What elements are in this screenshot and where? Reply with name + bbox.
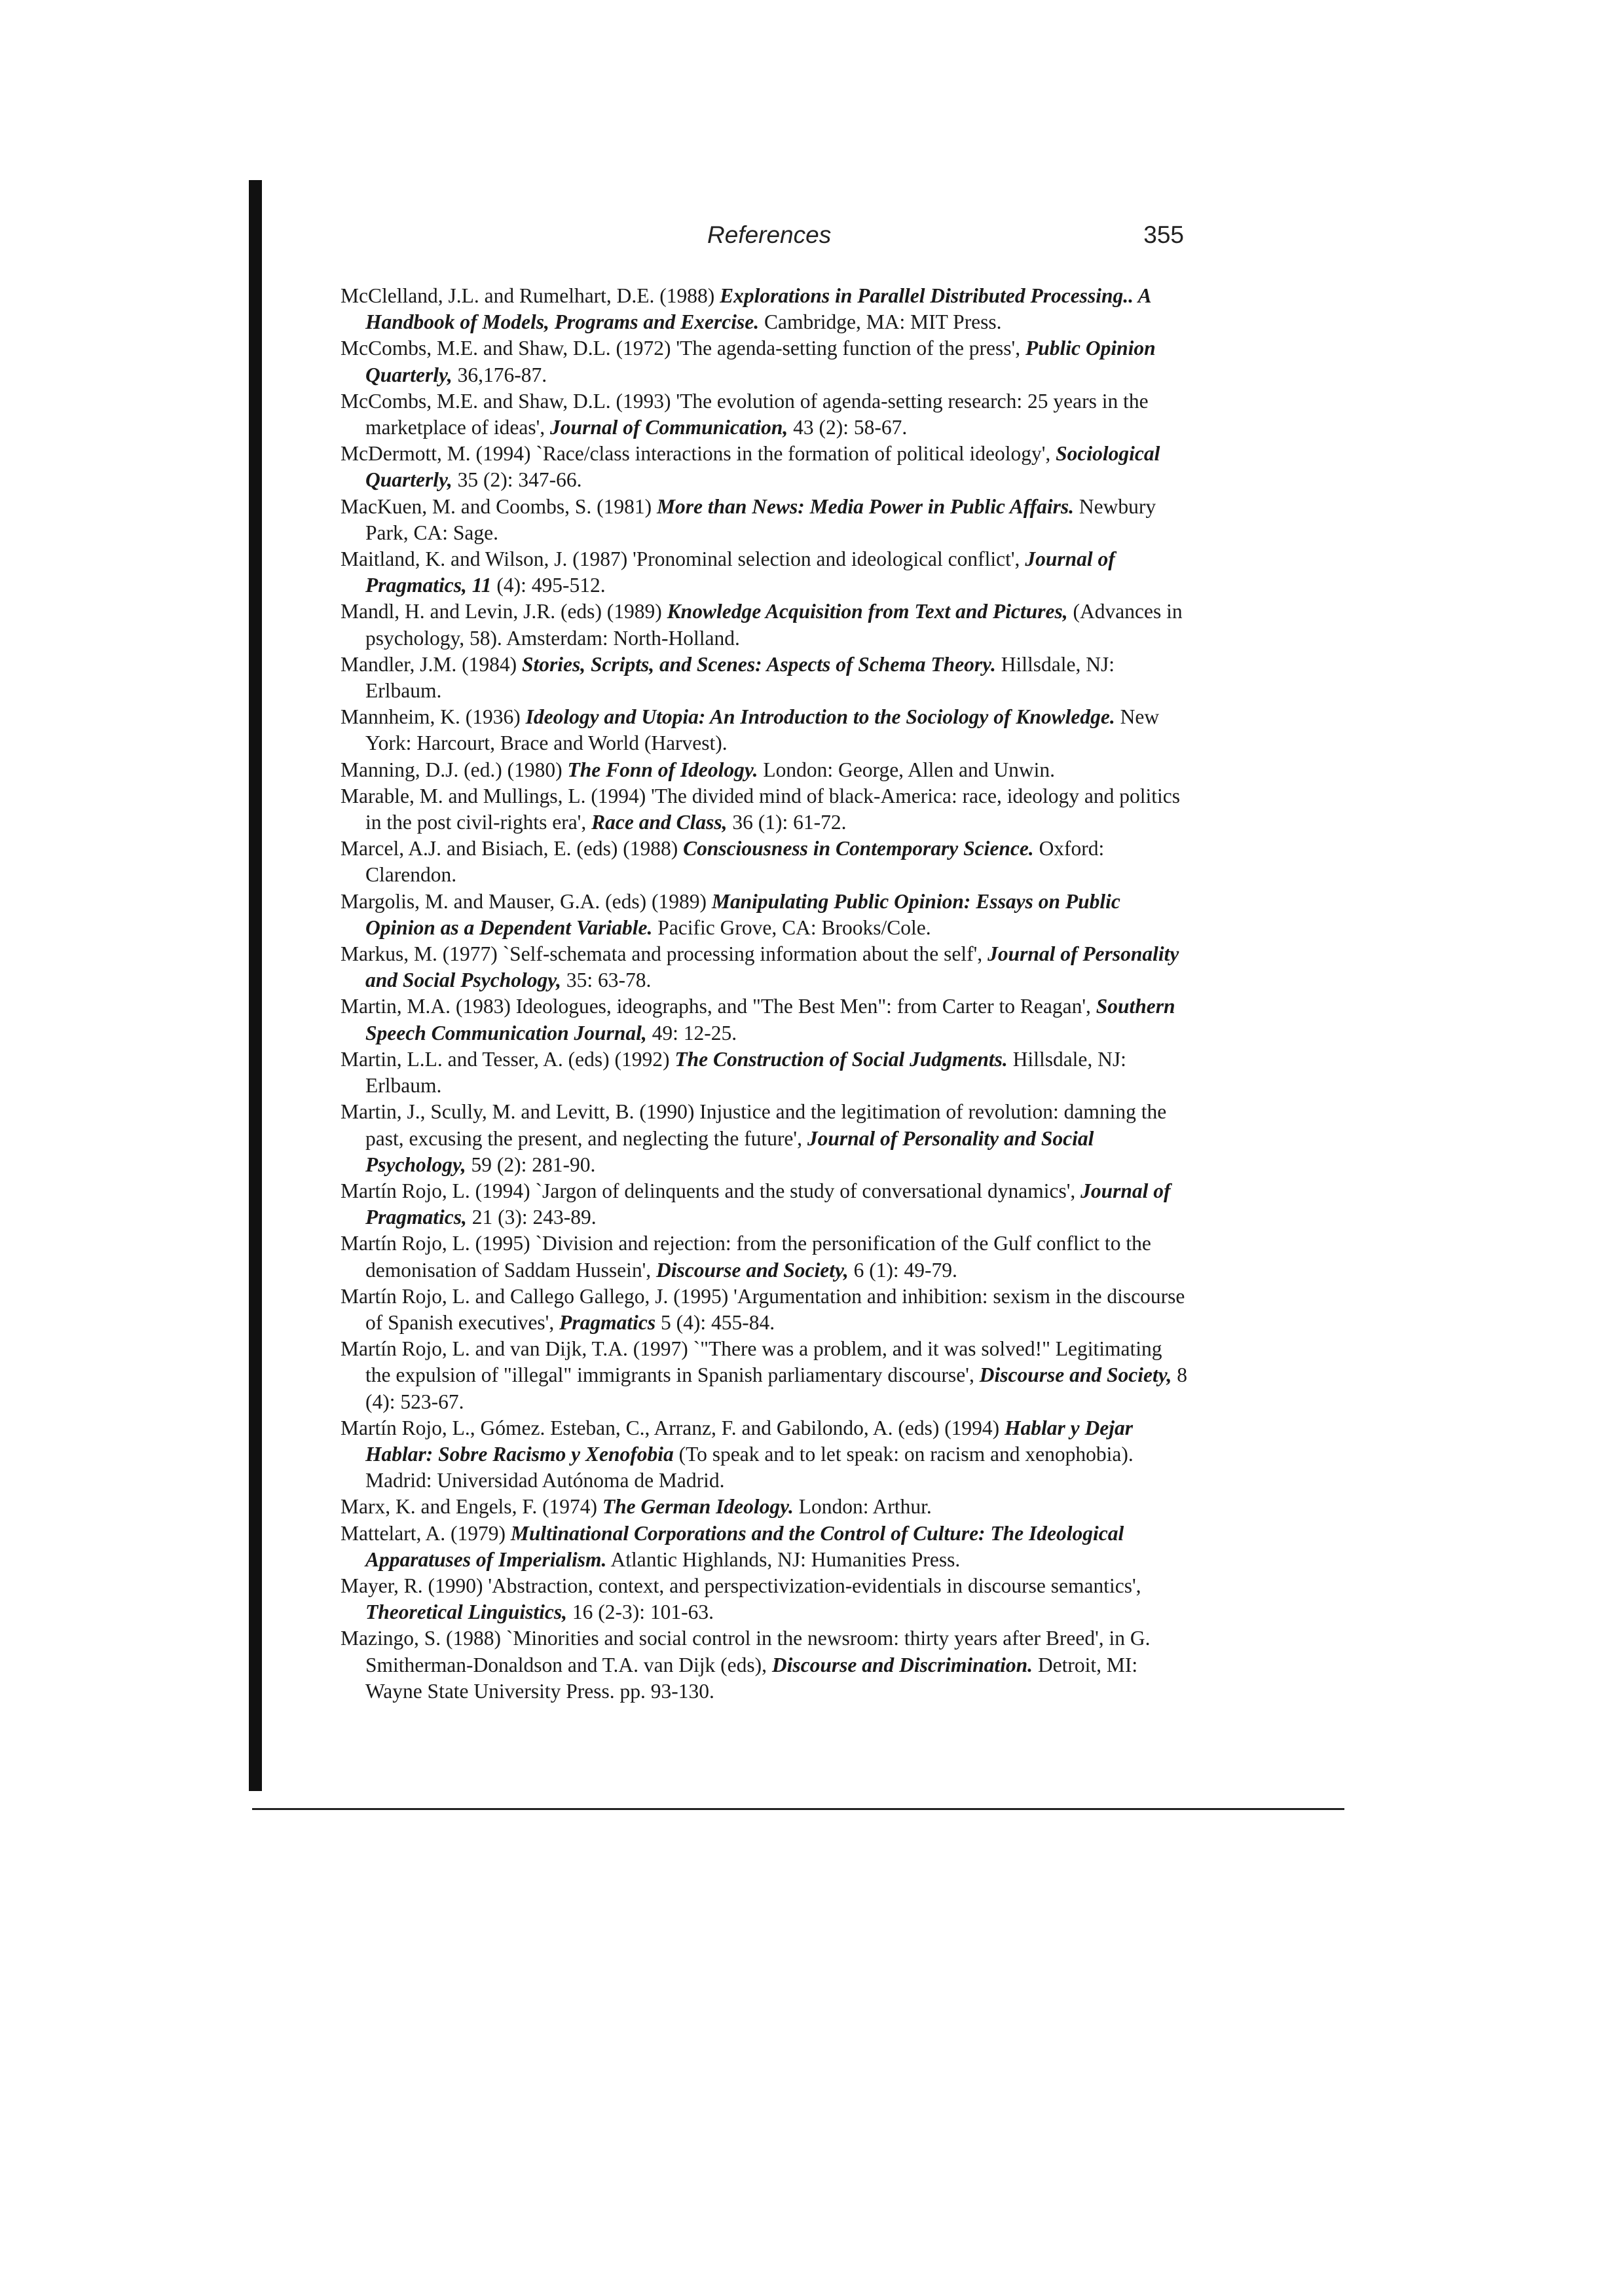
reference-publication: 5 (4): 455-84.: [655, 1310, 775, 1334]
reference-authors: Martín Rojo, L. (1995) `Division and rejection: from the personification of the Gulf conflict to the demonisation of Saddam Hussein',: [341, 1232, 1151, 1282]
reference-list: [341, 283, 1192, 1705]
reference-title: Journal of Communication,: [550, 416, 788, 439]
reference-entry: [341, 599, 1192, 651]
reference-publication: 36,176-87.: [452, 363, 547, 386]
reference-entry: [341, 1521, 1192, 1573]
reference-publication: Atlantic Highlands, NJ: Humanities Press.: [606, 1547, 961, 1571]
reference-entry: [341, 1178, 1192, 1230]
reference-authors: Mannheim, K. (1936): [341, 705, 526, 729]
reference-authors: Martín Rojo, L. and van Dijk, T.A. (1997) `"There was a problem, and it was solved!" Legitimating the expulsion of "illegal" immigrants in Spanish parliamentary discourse',: [341, 1337, 1162, 1387]
reference-authors: Mandl, H. and Levin, J.R. (eds) (1989): [341, 600, 667, 623]
reference-title: The Fonn of Ideology.: [567, 758, 758, 781]
reference-authors: Martin, L.L. and Tesser, A. (eds) (1992): [341, 1047, 675, 1071]
reference-publication: London: Arthur.: [793, 1495, 932, 1519]
reference-authors: Manning, D.J. (ed.) (1980): [341, 758, 568, 781]
reference-title: Journal of Personality and Social Psychology,: [365, 942, 1179, 992]
reference-entry: [341, 1099, 1192, 1178]
reference-entry: [341, 1284, 1192, 1336]
reference-publication: Newbury Park, CA: Sage.: [365, 494, 1156, 544]
reference-publication: 6 (1): 49-79.: [848, 1258, 957, 1282]
reference-title: Manipulating Public Opinion: Essays on Public Opinion as a Dependent Variable.: [365, 889, 1120, 939]
reference-entry: [341, 783, 1192, 836]
reference-publication: 49: 12-25.: [646, 1021, 737, 1044]
reference-publication: (4): 495-512.: [491, 574, 606, 597]
reference-title: Stories, Scripts, and Scenes: Aspects of Schema Theory.: [521, 652, 996, 676]
reference-title: Sociological Quarterly,: [365, 442, 1160, 492]
reference-authors: Mazingo, S. (1988) `Minorities and social control in the newsroom: thirty years after Breed', in G. Smitherman-Donaldson and T.A. van Dijk (eds),: [341, 1627, 1151, 1676]
reference-title: Explorations in Parallel Distributed Processing.. A Handbook of Models, Programs and Exercise.: [365, 284, 1151, 334]
reference-entry: [341, 889, 1192, 941]
reference-title: Southern Speech Communication Journal,: [365, 995, 1175, 1044]
reference-entry: [341, 993, 1192, 1046]
reference-publication: 35 (2): 347-66.: [452, 468, 582, 492]
reference-authors: Markus, M. (1977) `Self-schemata and processing information about the self',: [341, 942, 988, 966]
reference-title: Discourse and Discrimination.: [771, 1653, 1033, 1676]
reference-authors: Margolis, M. and Mauser, G.A. (eds) (1989): [341, 889, 712, 913]
reference-authors: Martín Rojo, L. (1994) `Jargon of delinquents and the study of conversational dynamics',: [341, 1179, 1081, 1202]
reference-publication: 21 (3): 243-89.: [466, 1206, 597, 1229]
reference-title: Ideology and Utopia: An Introduction to the Sociology of Knowledge.: [525, 705, 1115, 729]
reference-publication: Hillsdale, NJ: Erlbaum.: [365, 1047, 1126, 1098]
reference-title: Journal of Pragmatics, 11: [365, 547, 1115, 597]
reference-publication: 59 (2): 281-90.: [466, 1153, 596, 1176]
page-header: [341, 221, 1184, 261]
reference-publication: (To speak and to let speak: on racism and xenophobia). Madrid: Universidad Autónoma de Madrid.: [365, 1442, 1134, 1492]
reference-title: Journal of Personality and Social Psychology,: [365, 1126, 1094, 1176]
reference-entry: [341, 836, 1192, 888]
reference-entry: [341, 494, 1192, 546]
reference-entry: [341, 1494, 1192, 1520]
reference-publication: 8 (4): 523-67.: [365, 1363, 1188, 1413]
reference-publication: (Advances in psychology, 58). Amsterdam: North-Holland.: [365, 600, 1183, 650]
reference-entry: [341, 1573, 1192, 1625]
reference-entry: [341, 283, 1192, 335]
reference-publication: 35: 63-78.: [561, 969, 652, 992]
reference-authors: McCombs, M.E. and Shaw, D.L. (1972) 'The agenda-setting function of the press',: [341, 337, 1025, 360]
reference-title: Public Opinion Quarterly,: [365, 337, 1156, 386]
reference-entry: [341, 441, 1192, 493]
reference-authors: Mayer, R. (1990) 'Abstraction, context, and perspectivization-evidentials in discourse semantics',: [341, 1574, 1141, 1597]
reference-authors: McDermott, M. (1994) `Race/class interactions in the formation of political ideology',: [341, 442, 1056, 466]
running-head: References: [707, 221, 832, 248]
reference-title: Multinational Corporations and the Control of Culture: The Ideological Apparatuses of Imperialism.: [365, 1521, 1124, 1571]
reference-publication: 43 (2): 58-67.: [788, 416, 908, 439]
reference-authors: Marx, K. and Engels, F. (1974): [341, 1495, 602, 1519]
reference-title: Race and Class,: [591, 811, 728, 834]
reference-title: More than News: Media Power in Public Affairs.: [656, 494, 1075, 518]
page-number: 355: [1143, 221, 1184, 248]
reference-publication: Cambridge, MA: MIT Press.: [759, 310, 1002, 334]
reference-entry: [341, 652, 1192, 704]
reference-authors: Mandler, J.M. (1984): [341, 652, 522, 676]
reference-title: Theoretical Linguistics,: [365, 1600, 568, 1624]
reference-authors: McClelland, J.L. and Rumelhart, D.E. (1988): [341, 284, 720, 307]
reference-entry: [341, 1625, 1192, 1705]
reference-title: The German Ideology.: [602, 1495, 794, 1519]
reference-title: The Construction of Social Judgments.: [674, 1047, 1008, 1071]
reference-entry: [341, 704, 1192, 756]
reference-authors: Martin, J., Scully, M. and Levitt, B. (1990) Injustice and the legitimation of revolution: damning the past, excusing the present, and neglecting the future',: [341, 1100, 1167, 1150]
reference-publication: Detroit, MI: Wayne State University Press. pp. 93-130.: [365, 1653, 1138, 1703]
reference-publication: Pacific Grove, CA: Brooks/Cole.: [652, 915, 931, 939]
reference-entry: [341, 546, 1192, 599]
reference-title: Hablar y Dejar Hablar: Sobre Racismo y Xenofobia: [365, 1416, 1134, 1466]
bottom-rule: [252, 1808, 1344, 1810]
reference-publication: London: George, Allen and Unwin.: [758, 758, 1056, 781]
reference-authors: McCombs, M.E. and Shaw, D.L. (1993) 'The evolution of agenda-setting research: 25 years in the marketplace of ideas',: [341, 389, 1149, 439]
reference-publication: Oxford: Clarendon.: [365, 837, 1105, 887]
reference-authors: Marable, M. and Mullings, L. (1994) 'The divided mind of black-America: race, ideology and politics in the post civil-rights era',: [341, 784, 1180, 834]
reference-authors: Marcel, A.J. and Bisiach, E. (eds) (1988): [341, 837, 684, 860]
margin-bar: [249, 180, 262, 1791]
reference-entry: [341, 757, 1192, 783]
reference-title: Knowledge Acquisition from Text and Pictures,: [667, 600, 1068, 623]
reference-publication: New York: Harcourt, Brace and World (Harvest).: [365, 705, 1160, 755]
reference-publication: Hillsdale, NJ: Erlbaum.: [365, 652, 1115, 703]
reference-publication: 16 (2-3): 101-63.: [567, 1600, 714, 1624]
reference-title: Consciousness in Contemporary Science.: [683, 837, 1034, 860]
reference-authors: Martin, M.A. (1983) Ideologues, ideographs, and "The Best Men": from Carter to Reagan',: [341, 995, 1096, 1018]
reference-publication: 36 (1): 61-72.: [727, 811, 847, 834]
reference-entry: [341, 335, 1192, 388]
reference-authors: Martín Rojo, L., Gómez. Esteban, C., Arranz, F. and Gabilondo, A. (eds) (1994): [341, 1416, 1005, 1439]
reference-entry: [341, 1046, 1192, 1099]
reference-authors: Mattelart, A. (1979): [341, 1521, 511, 1545]
reference-authors: Martín Rojo, L. and Callego Gallego, J. (1995) 'Argumentation and inhibition: sexism in the discourse of Spanish executives',: [341, 1284, 1185, 1334]
reference-title: Journal of Pragmatics,: [365, 1179, 1171, 1229]
reference-title: Discourse and Society,: [979, 1363, 1172, 1387]
reference-entry: [341, 941, 1192, 993]
reference-title: Pragmatics: [559, 1310, 656, 1334]
reference-entry: [341, 388, 1192, 441]
reference-authors: Maitland, K. and Wilson, J. (1987) 'Pronominal selection and ideological conflict',: [341, 547, 1025, 571]
reference-entry: [341, 1230, 1192, 1283]
reference-entry: [341, 1336, 1192, 1415]
reference-entry: [341, 1415, 1192, 1494]
reference-authors: MacKuen, M. and Coombs, S. (1981): [341, 494, 657, 518]
reference-title: Discourse and Society,: [656, 1258, 849, 1282]
